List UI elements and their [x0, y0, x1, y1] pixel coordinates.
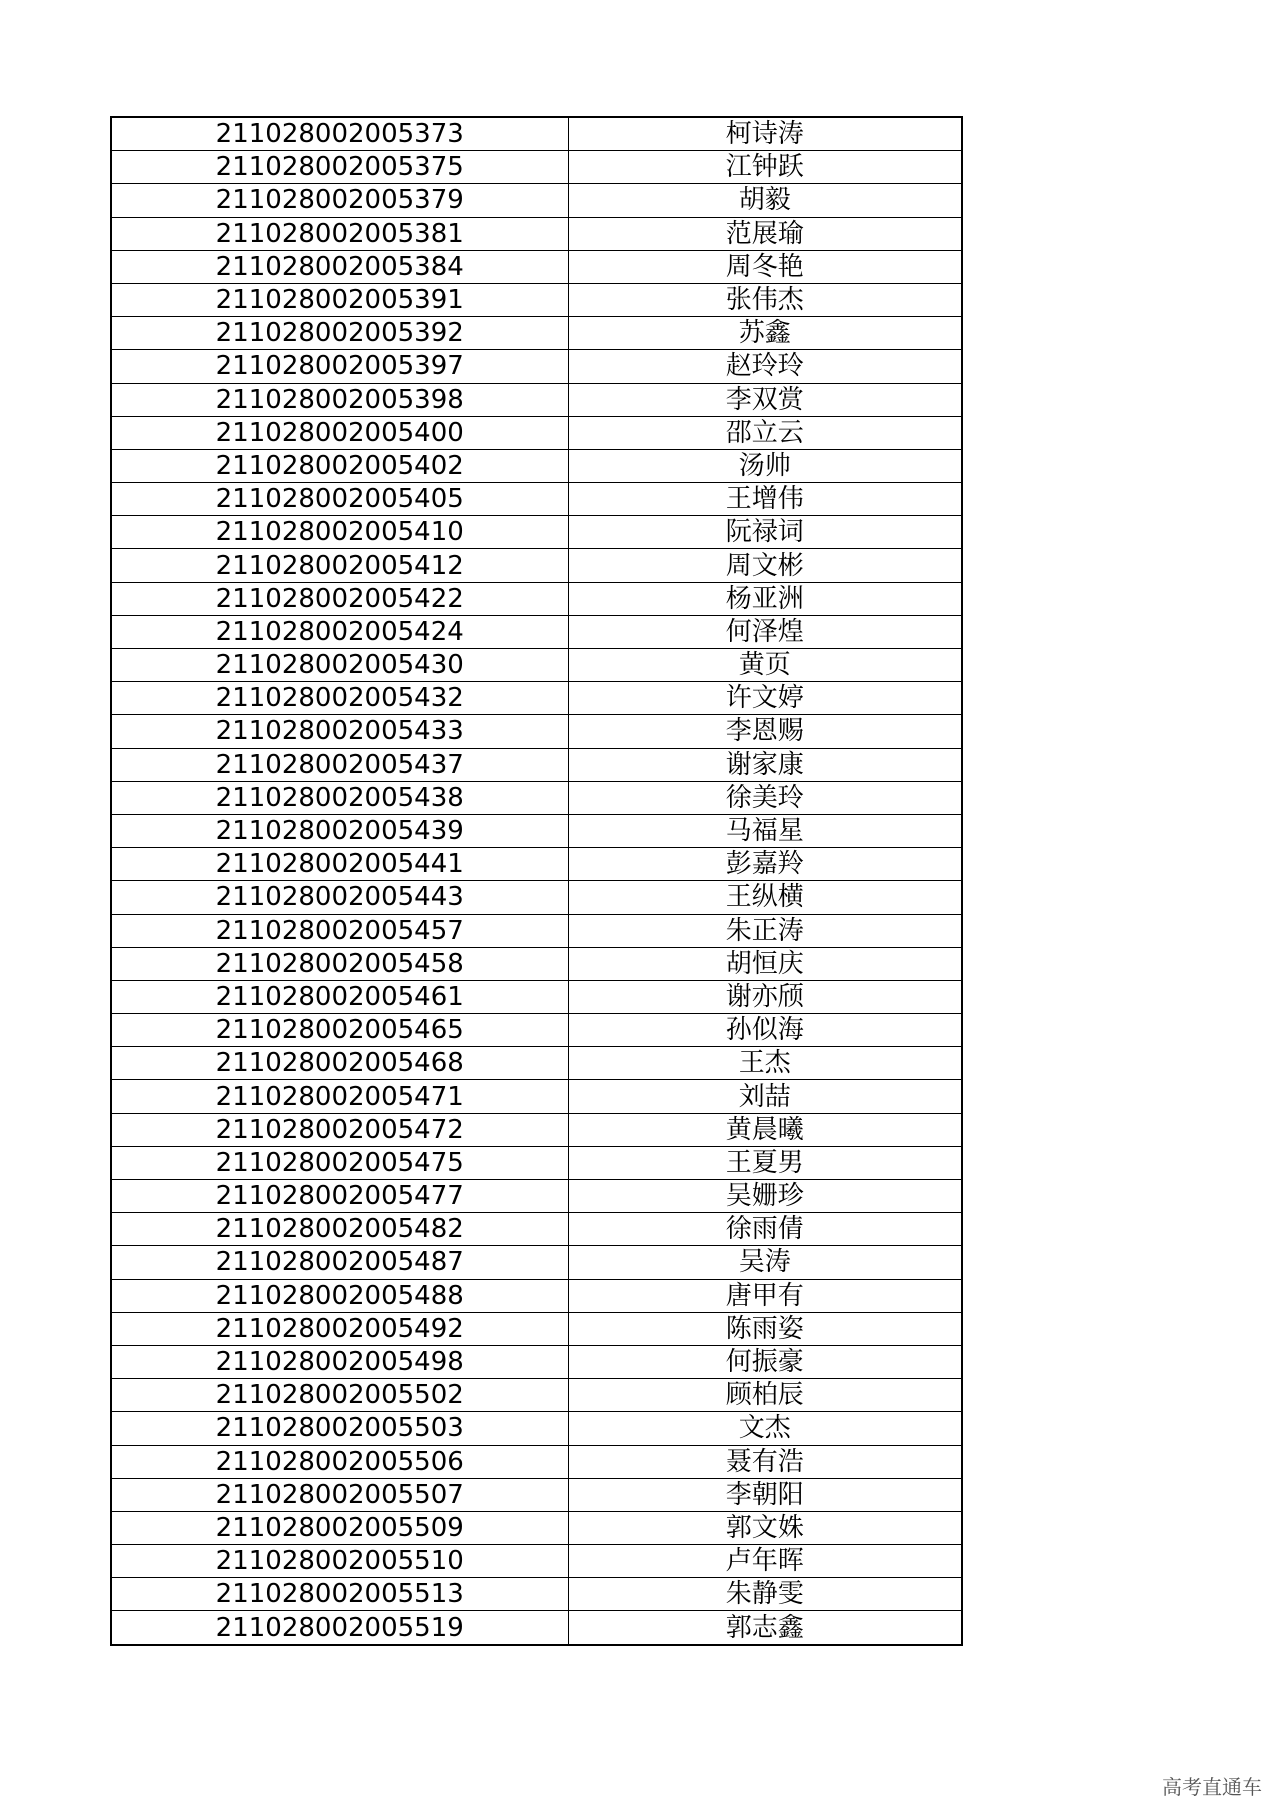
table-row: [111, 781, 962, 814]
candidate-id-cell: 211028002005498: [111, 1345, 568, 1378]
candidate-id-cell: 211028002005422: [111, 582, 568, 615]
candidate-id-cell: 211028002005433: [111, 715, 568, 748]
table-row: [111, 615, 962, 648]
candidate-id-cell: 211028002005475: [111, 1146, 568, 1179]
candidate-id-cell: 211028002005405: [111, 483, 568, 516]
table-row: [111, 283, 962, 316]
candidate-name-cell: 吴涛: [568, 1246, 962, 1279]
candidate-id-cell: 211028002005402: [111, 449, 568, 482]
candidate-id-cell: 211028002005513: [111, 1578, 568, 1611]
candidate-id-cell: 211028002005509: [111, 1511, 568, 1544]
candidate-name-cell: 谢亦颀: [568, 980, 962, 1013]
candidate-name-cell: 陈雨姿: [568, 1312, 962, 1345]
candidate-id-cell: 211028002005458: [111, 947, 568, 980]
candidate-name-cell: 赵玲玲: [568, 350, 962, 383]
table-row: [111, 715, 962, 748]
table-row: [111, 449, 962, 482]
candidate-name-cell: 杨亚洲: [568, 582, 962, 615]
table-row: [111, 217, 962, 250]
table-row: [111, 1412, 962, 1445]
candidate-id-cell: 211028002005392: [111, 317, 568, 350]
table-row: [111, 1014, 962, 1047]
table-row: [111, 1445, 962, 1478]
table-row: [111, 151, 962, 184]
table-row: [111, 184, 962, 217]
candidate-name-cell: 许文婷: [568, 682, 962, 715]
candidate-id-cell: 211028002005439: [111, 814, 568, 847]
candidate-id-cell: 211028002005519: [111, 1611, 568, 1645]
candidate-id-cell: 211028002005384: [111, 250, 568, 283]
candidate-id-cell: 211028002005438: [111, 781, 568, 814]
candidate-name-cell: 文杰: [568, 1412, 962, 1445]
table-row: [111, 914, 962, 947]
table-row: [111, 516, 962, 549]
table-row: [111, 649, 962, 682]
candidate-id-cell: 211028002005400: [111, 416, 568, 449]
table-row: [111, 1279, 962, 1312]
candidate-name-cell: 郭文姝: [568, 1511, 962, 1544]
candidate-id-cell: 211028002005443: [111, 881, 568, 914]
candidate-id-cell: 211028002005507: [111, 1478, 568, 1511]
table-row: [111, 383, 962, 416]
table-row: [111, 416, 962, 449]
table-row: [111, 947, 962, 980]
candidate-id-cell: 211028002005465: [111, 1014, 568, 1047]
candidate-id-cell: 211028002005487: [111, 1246, 568, 1279]
table-row: [111, 1611, 962, 1645]
candidate-name-cell: 黄页: [568, 649, 962, 682]
candidate-name-cell: 汤帅: [568, 449, 962, 482]
candidate-id-cell: 211028002005472: [111, 1113, 568, 1146]
table-row: [111, 1146, 962, 1179]
candidate-name-cell: 王增伟: [568, 483, 962, 516]
table-row: [111, 881, 962, 914]
candidate-name-cell: 王纵横: [568, 881, 962, 914]
table-row: [111, 748, 962, 781]
candidate-id-cell: 211028002005432: [111, 682, 568, 715]
candidate-name-cell: 张伟杰: [568, 283, 962, 316]
table-row: [111, 483, 962, 516]
candidate-table-body: [111, 117, 962, 1645]
candidate-name-cell: 阮禄词: [568, 516, 962, 549]
candidate-id-cell: 211028002005379: [111, 184, 568, 217]
candidate-id-cell: 211028002005488: [111, 1279, 568, 1312]
table-row: [111, 117, 962, 151]
candidate-name-cell: 彭嘉羚: [568, 848, 962, 881]
table-row: [111, 1246, 962, 1279]
candidate-id-cell: 211028002005482: [111, 1213, 568, 1246]
candidate-id-cell: 211028002005506: [111, 1445, 568, 1478]
candidate-name-cell: 黄晨曦: [568, 1113, 962, 1146]
candidate-id-cell: 211028002005398: [111, 383, 568, 416]
table-row: [111, 1545, 962, 1578]
candidate-name-cell: 李恩赐: [568, 715, 962, 748]
candidate-name-cell: 徐美玲: [568, 781, 962, 814]
candidate-name-cell: 周冬艳: [568, 250, 962, 283]
table-row: [111, 1478, 962, 1511]
table-row: [111, 1180, 962, 1213]
candidate-id-cell: 211028002005492: [111, 1312, 568, 1345]
table-row: [111, 682, 962, 715]
candidate-id-cell: 211028002005441: [111, 848, 568, 881]
candidate-name-cell: 何泽煌: [568, 615, 962, 648]
candidate-name-cell: 徐雨倩: [568, 1213, 962, 1246]
candidate-name-cell: 刘喆: [568, 1080, 962, 1113]
candidate-id-cell: 211028002005424: [111, 615, 568, 648]
table-row: [111, 848, 962, 881]
candidate-name-cell: 邵立云: [568, 416, 962, 449]
table-row: [111, 1379, 962, 1412]
table-row: [111, 250, 962, 283]
candidate-name-cell: 郭志鑫: [568, 1611, 962, 1645]
candidate-name-cell: 江钟跃: [568, 151, 962, 184]
table-row: [111, 1345, 962, 1378]
candidate-name-cell: 胡毅: [568, 184, 962, 217]
table-row: [111, 1511, 962, 1544]
candidate-name-cell: 朱静雯: [568, 1578, 962, 1611]
table-row: [111, 1312, 962, 1345]
candidate-name-cell: 胡恒庆: [568, 947, 962, 980]
candidate-name-cell: 柯诗涛: [568, 117, 962, 151]
table-row: [111, 317, 962, 350]
candidate-name-cell: 卢年晖: [568, 1545, 962, 1578]
candidate-name-cell: 李朝阳: [568, 1478, 962, 1511]
table-row: [111, 549, 962, 582]
table-row: [111, 1213, 962, 1246]
candidate-id-cell: 211028002005461: [111, 980, 568, 1013]
candidate-name-cell: 孙似海: [568, 1014, 962, 1047]
candidate-name-cell: 吴姗珍: [568, 1180, 962, 1213]
candidate-id-cell: 211028002005410: [111, 516, 568, 549]
candidate-id-cell: 211028002005502: [111, 1379, 568, 1412]
candidate-id-cell: 211028002005373: [111, 117, 568, 151]
candidate-name-cell: 苏鑫: [568, 317, 962, 350]
candidate-name-cell: 周文彬: [568, 549, 962, 582]
watermark-text: 高考直通车: [1162, 1775, 1262, 1799]
candidate-id-cell: 211028002005412: [111, 549, 568, 582]
candidate-name-cell: 朱正涛: [568, 914, 962, 947]
candidate-id-cell: 211028002005471: [111, 1080, 568, 1113]
table-row: [111, 980, 962, 1013]
candidate-id-cell: 211028002005381: [111, 217, 568, 250]
candidate-name-cell: 何振豪: [568, 1345, 962, 1378]
candidate-name-cell: 王杰: [568, 1047, 962, 1080]
table-row: [111, 1047, 962, 1080]
table-row: [111, 582, 962, 615]
table-row: [111, 1113, 962, 1146]
table-row: [111, 1578, 962, 1611]
table-row: [111, 1080, 962, 1113]
candidate-name-cell: 李双赏: [568, 383, 962, 416]
candidate-id-cell: 211028002005437: [111, 748, 568, 781]
candidate-table: [110, 116, 963, 1646]
candidate-id-cell: 211028002005503: [111, 1412, 568, 1445]
candidate-id-cell: 211028002005375: [111, 151, 568, 184]
candidate-id-cell: 211028002005457: [111, 914, 568, 947]
candidate-id-cell: 211028002005510: [111, 1545, 568, 1578]
candidate-id-cell: 211028002005468: [111, 1047, 568, 1080]
table-row: [111, 350, 962, 383]
candidate-name-cell: 王夏男: [568, 1146, 962, 1179]
candidate-name-cell: 聂有浩: [568, 1445, 962, 1478]
candidate-name-cell: 马福星: [568, 814, 962, 847]
candidate-id-cell: 211028002005477: [111, 1180, 568, 1213]
candidate-name-cell: 顾柏辰: [568, 1379, 962, 1412]
candidate-id-cell: 211028002005391: [111, 283, 568, 316]
table-row: [111, 814, 962, 847]
candidate-id-cell: 211028002005397: [111, 350, 568, 383]
candidate-name-cell: 范展瑜: [568, 217, 962, 250]
candidate-name-cell: 谢家康: [568, 748, 962, 781]
candidate-id-cell: 211028002005430: [111, 649, 568, 682]
candidate-name-cell: 唐甲有: [568, 1279, 962, 1312]
